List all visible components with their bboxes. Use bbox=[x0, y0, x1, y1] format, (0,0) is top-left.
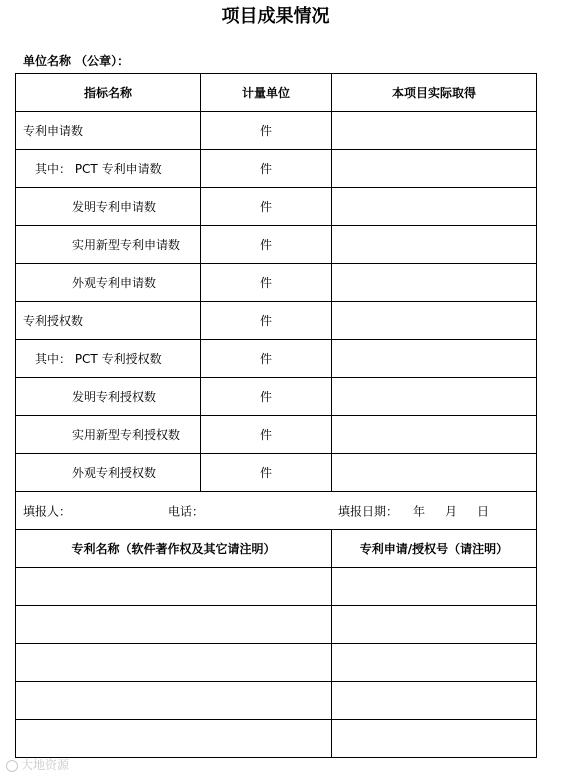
patent-name-cell[interactable] bbox=[16, 644, 332, 682]
page-title: 项目成果情况 bbox=[221, 6, 330, 27]
patent-number-cell[interactable] bbox=[332, 644, 537, 682]
patent-list-row bbox=[16, 720, 537, 758]
table-row bbox=[16, 302, 537, 340]
table-row bbox=[16, 416, 537, 454]
unit-cell: 件 bbox=[201, 226, 332, 264]
table-row bbox=[16, 340, 537, 378]
indicator-name-cell: 外观专利申请数 bbox=[16, 264, 201, 302]
patent-number-cell[interactable] bbox=[332, 720, 537, 758]
date-day-label: 日 bbox=[477, 504, 490, 518]
filler-info-row bbox=[16, 492, 537, 530]
table-row bbox=[16, 226, 537, 264]
unit-cell: 件 bbox=[201, 454, 332, 492]
patent-name-cell[interactable] bbox=[16, 682, 332, 720]
header-patent-number: 专利申请/授权号（请注明） bbox=[332, 530, 537, 568]
unit-cell: 件 bbox=[201, 188, 332, 226]
actual-value-cell[interactable] bbox=[332, 416, 537, 454]
table-header-row bbox=[16, 74, 537, 112]
indicator-name-cell: 发明专利授权数 bbox=[16, 378, 201, 416]
indicator-name-cell: 实用新型专利申请数 bbox=[16, 226, 201, 264]
unit-cell: 件 bbox=[201, 150, 332, 188]
table-row bbox=[16, 378, 537, 416]
patent-list-row bbox=[16, 606, 537, 644]
actual-value-cell[interactable] bbox=[332, 378, 537, 416]
patent-list-row bbox=[16, 644, 537, 682]
unit-cell: 件 bbox=[201, 302, 332, 340]
indicator-name-cell: 发明专利申请数 bbox=[16, 188, 201, 226]
unit-name-label: 单位名称 （公章）： bbox=[23, 54, 130, 68]
date-year-label: 年 bbox=[413, 504, 426, 518]
indicator-name-cell: 实用新型专利授权数 bbox=[16, 416, 201, 454]
table-row bbox=[16, 112, 537, 150]
actual-value-cell[interactable] bbox=[332, 150, 537, 188]
actual-value-cell[interactable] bbox=[332, 302, 537, 340]
indicator-name-cell: 外观专利授权数 bbox=[16, 454, 201, 492]
header-actual-result: 本项目实际取得 bbox=[332, 74, 537, 112]
filler-person-label: 填报人： bbox=[23, 504, 72, 518]
patent-name-cell[interactable] bbox=[16, 568, 332, 606]
patent-name-cell[interactable] bbox=[16, 720, 332, 758]
unit-cell: 件 bbox=[201, 112, 332, 150]
watermark bbox=[6, 758, 69, 772]
patent-list-row bbox=[16, 682, 537, 720]
actual-value-cell[interactable] bbox=[332, 188, 537, 226]
patent-number-cell[interactable] bbox=[332, 682, 537, 720]
indicator-name-cell: 其中： PCT 专利授权数 bbox=[16, 340, 201, 378]
filler-info-cell bbox=[16, 492, 537, 530]
patent-name-cell[interactable] bbox=[16, 606, 332, 644]
actual-value-cell[interactable] bbox=[332, 454, 537, 492]
header-indicator-name: 指标名称 bbox=[16, 74, 201, 112]
table-row bbox=[16, 264, 537, 302]
watermark-logo-icon bbox=[6, 760, 18, 772]
date-month-label: 月 bbox=[445, 504, 458, 518]
filler-date-label: 填报日期： bbox=[338, 504, 399, 518]
table-row bbox=[16, 150, 537, 188]
patent-number-cell[interactable] bbox=[332, 606, 537, 644]
patent-number-cell[interactable] bbox=[332, 568, 537, 606]
results-table bbox=[15, 73, 537, 758]
unit-cell: 件 bbox=[201, 264, 332, 302]
unit-cell: 件 bbox=[201, 416, 332, 454]
header-unit: 计量单位 bbox=[201, 74, 332, 112]
actual-value-cell[interactable] bbox=[332, 226, 537, 264]
indicator-name-cell: 专利授权数 bbox=[16, 302, 201, 340]
actual-value-cell[interactable] bbox=[332, 340, 537, 378]
unit-cell: 件 bbox=[201, 340, 332, 378]
filler-phone-label: 电话： bbox=[168, 504, 205, 518]
indicator-name-cell: 其中： PCT 专利申请数 bbox=[16, 150, 201, 188]
table-row bbox=[16, 188, 537, 226]
indicator-name-cell: 专利申请数 bbox=[16, 112, 201, 150]
unit-cell: 件 bbox=[201, 378, 332, 416]
patent-list-row bbox=[16, 568, 537, 606]
actual-value-cell[interactable] bbox=[332, 112, 537, 150]
table-row bbox=[16, 454, 537, 492]
actual-value-cell[interactable] bbox=[332, 264, 537, 302]
patent-list-header-row bbox=[16, 530, 537, 568]
watermark-text: 大地资源 bbox=[21, 758, 70, 772]
header-patent-name: 专利名称（软件著作权及其它请注明） bbox=[16, 530, 332, 568]
